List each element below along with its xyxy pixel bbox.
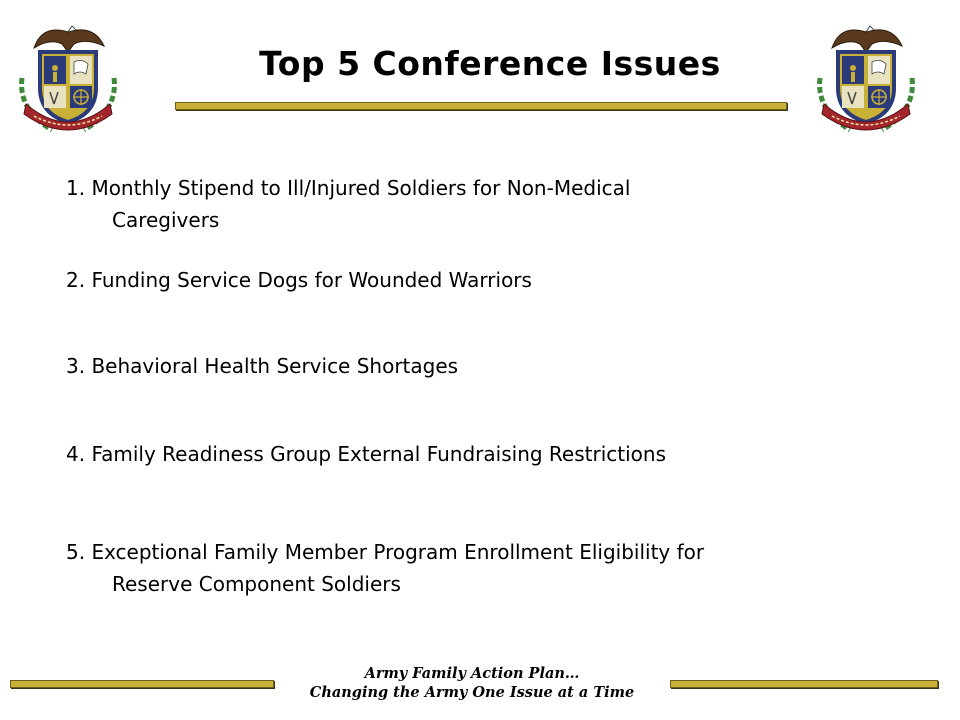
footer-tagline <box>280 664 664 702</box>
issue-5-line1: 5. Exceptional Family Member Program Enrollment Eligibility for <box>66 540 705 564</box>
title-underline-rule <box>175 102 787 110</box>
issue-3-line1: 3. Behavioral Health Service Shortages <box>66 354 459 378</box>
issue-4-line1: 4. Family Readiness Group External Fundraising Restrictions <box>66 442 666 466</box>
issue-item-2 <box>66 264 906 296</box>
eagle-icon <box>34 30 104 52</box>
issue-5-line2: Reserve Component Soldiers <box>112 572 401 596</box>
issue-item-5 <box>66 536 906 600</box>
issue-item-1 <box>66 172 906 236</box>
footer-line-1: Army Family Action Plan… <box>364 665 580 682</box>
footer-line-2: Changing the Army One Issue at a Time <box>309 684 635 701</box>
eagle-icon <box>832 30 902 52</box>
issue-1-line2: Caregivers <box>112 208 220 232</box>
issue-item-3 <box>66 350 906 382</box>
issue-1-line1: 1. Monthly Stipend to Ill/Injured Soldiers for Non-Medical <box>66 176 631 200</box>
issue-2-line1: 2. Funding Service Dogs for Wounded Warriors <box>66 268 532 292</box>
issue-item-4 <box>66 438 906 470</box>
footer-rule-right <box>670 680 938 688</box>
footer-rule-left <box>10 680 274 688</box>
slide-title: Top 5 Conference Issues <box>259 44 721 83</box>
afap-crest-left <box>12 18 124 136</box>
